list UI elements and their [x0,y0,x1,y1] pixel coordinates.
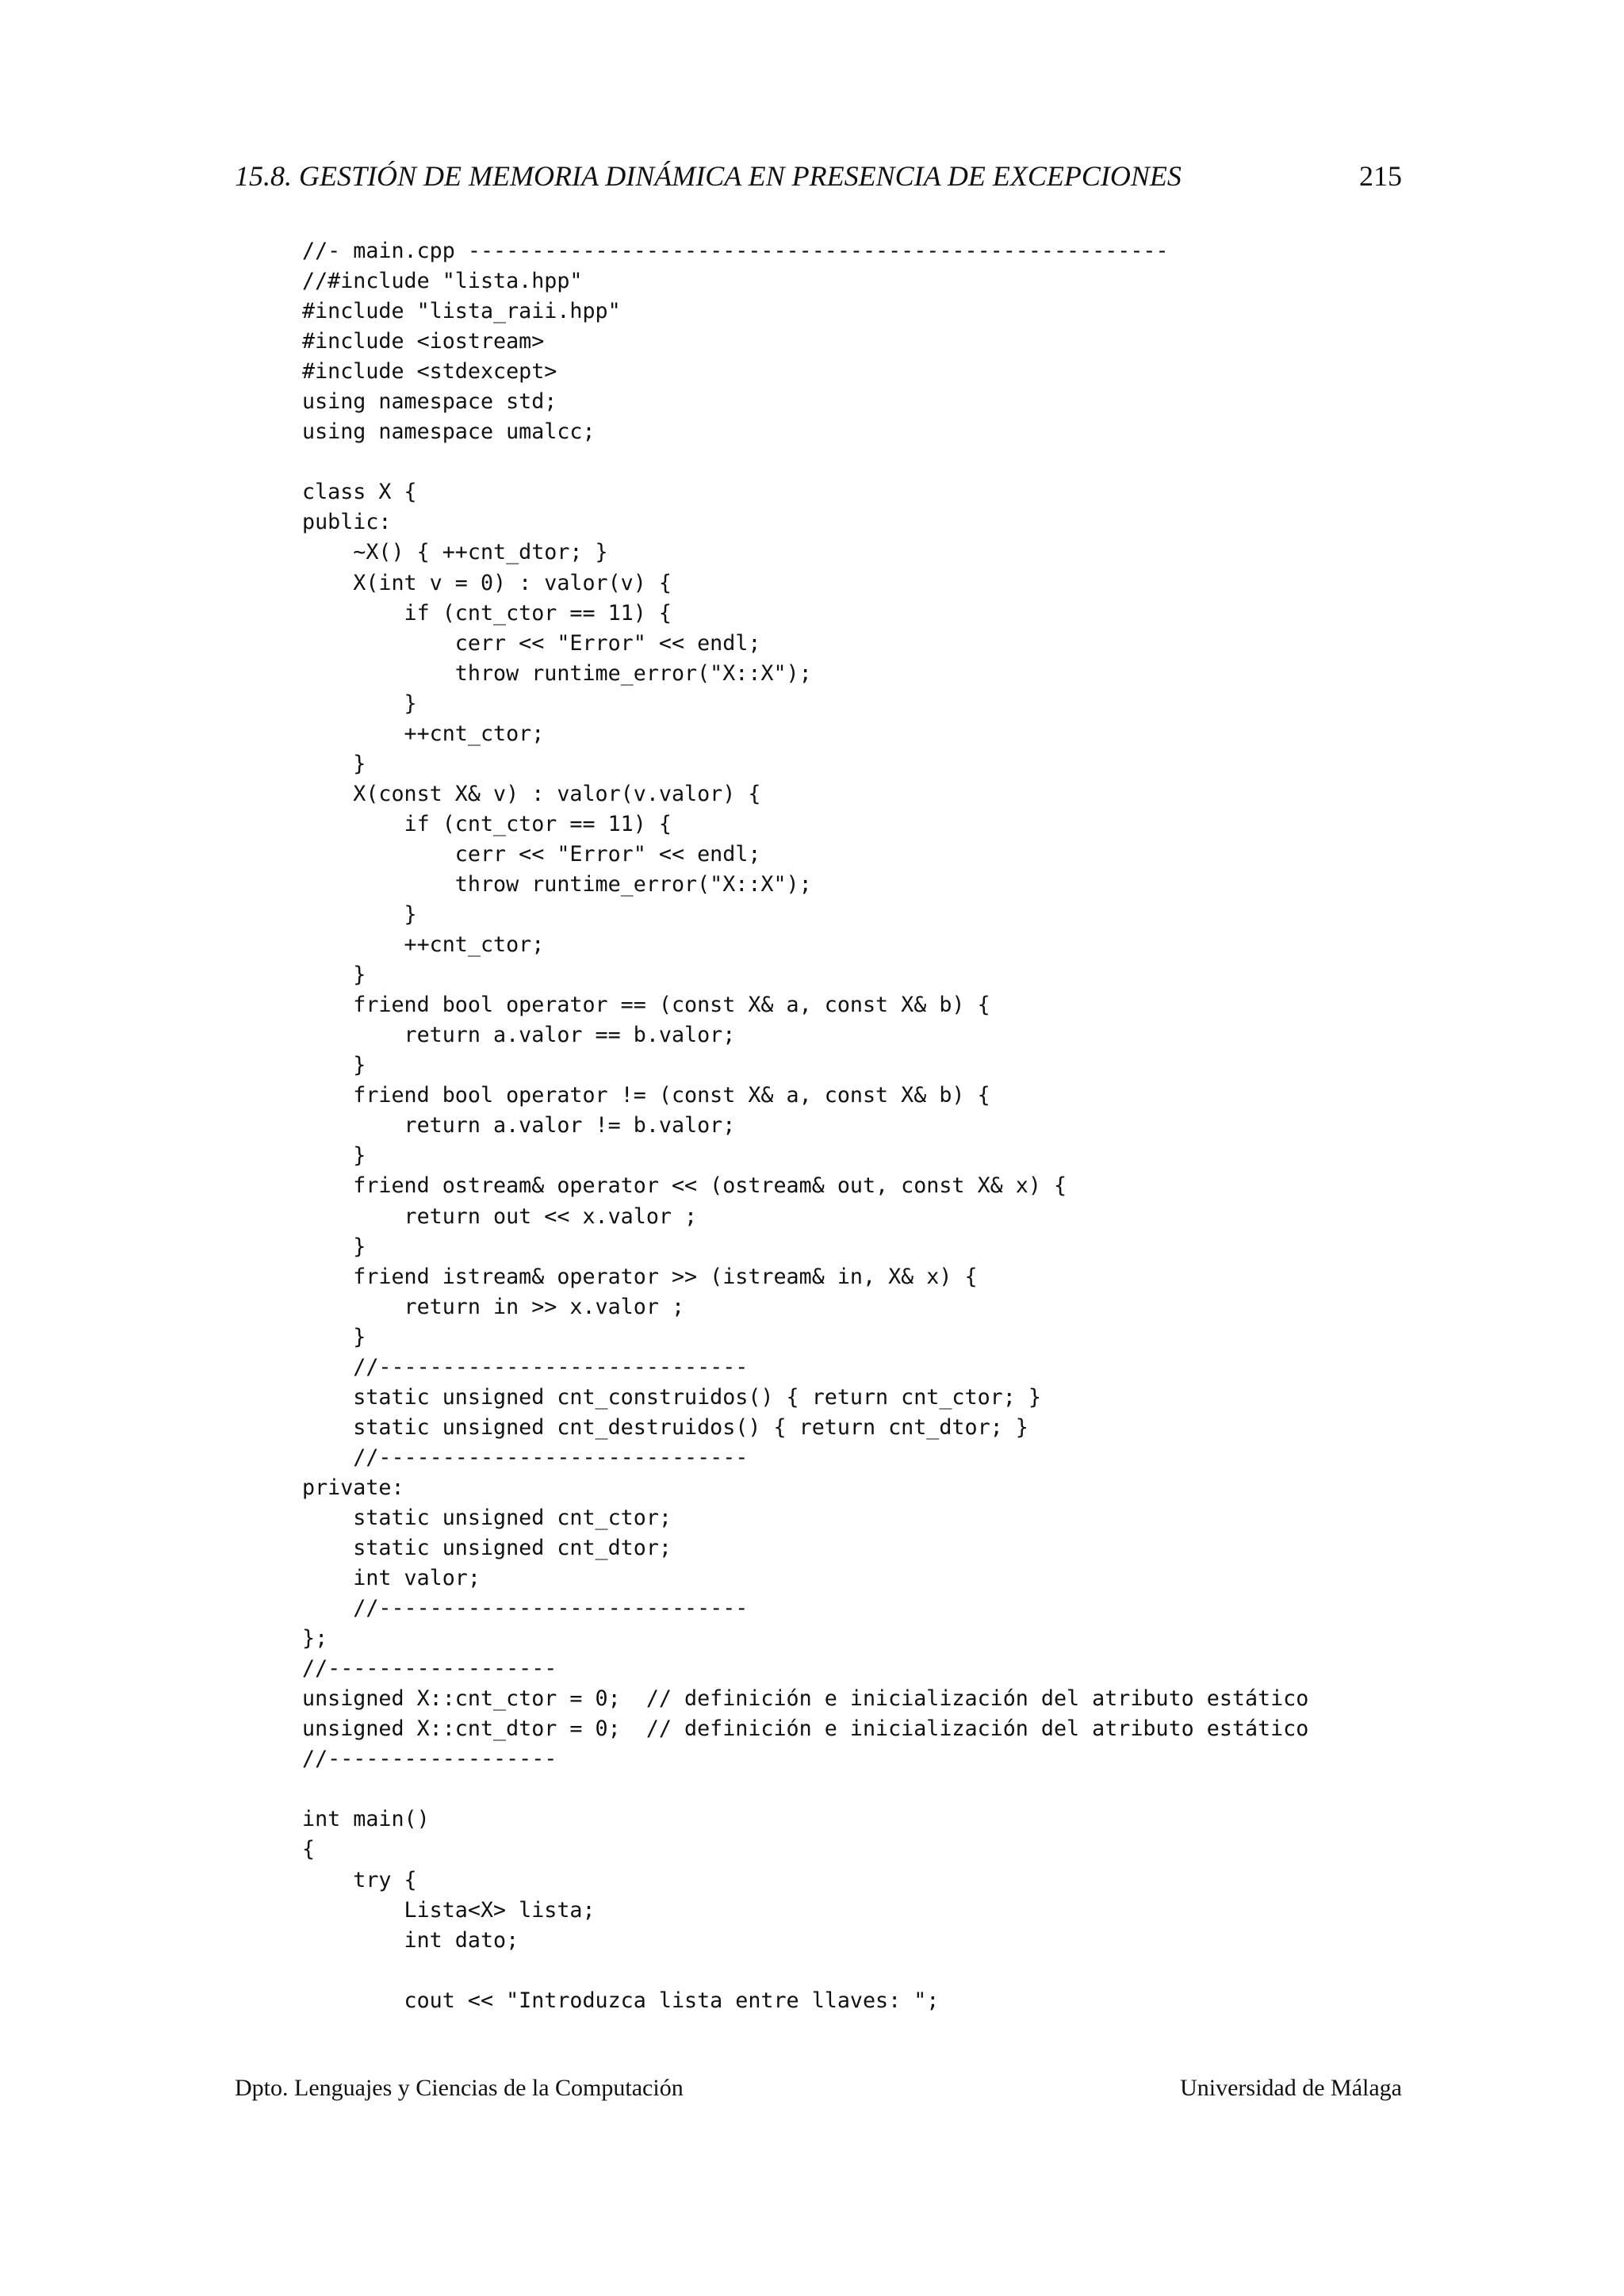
code-line [302,1774,1308,1804]
section-title: 15.8. GESTIÓN DE MEMORIA DINÁMICA EN PRESENCIA DE EXCEPCIONES [235,160,1182,192]
code-line: if (cnt_ctor == 11) { [302,600,672,626]
code-line: } [302,1234,366,1259]
code-line: //- main.cpp ------------------------------------------------------- [302,239,1169,263]
code-line: public: [302,510,392,535]
code-line: int valor; [302,1566,481,1591]
page-footer [235,2071,1402,2106]
code-line: friend istream& operator >> (istream& in, X& x) { [302,1264,978,1289]
code-line: //----------------------------- [302,1354,749,1380]
code-line: //------------------ [302,1656,557,1682]
code-line [302,1956,1308,1986]
code-line: cerr << "Error" << endl; [302,841,761,867]
code-line: return a.valor != b.valor; [302,1113,736,1138]
code-line: //----------------------------- [302,1445,749,1470]
code-line: } [302,1053,366,1078]
code-line [302,447,1308,477]
code-line: //------------------ [302,1747,557,1772]
code-line: return out << x.valor ; [302,1203,698,1229]
code-line: throw runtime_error("X::X"); [302,871,812,897]
code-line: ++cnt_ctor; [302,932,545,958]
code-line: #include <stdexcept> [302,359,557,385]
code-line: class X { [302,480,417,505]
code-line: unsigned X::cnt_dtor = 0; // definición e inicialización del atributo estático [302,1716,1309,1742]
code-line: #include "lista_raii.hpp" [302,299,621,324]
code-line: friend bool operator == (const X& a, const X& b) { [302,993,990,1018]
code-line: } [302,1324,366,1349]
code-line: private: [302,1475,404,1500]
code-line: { [302,1837,316,1862]
code-line: cerr << "Error" << endl; [302,630,761,656]
code-line: } [302,902,417,928]
code-line: throw runtime_error("X::X"); [302,660,812,686]
code-line: X(int v = 0) : valor(v) { [302,570,672,595]
code-line: ~X() { ++cnt_dtor; } [302,540,608,565]
code-line: }; [302,1626,328,1651]
code-line: //----------------------------- [302,1596,749,1621]
code-line: } [302,751,366,776]
code-line: static unsigned cnt_destruidos() { return cnt_dtor; } [302,1414,1028,1440]
code-line: using namespace umalcc; [302,419,596,445]
code-line: ++cnt_ctor; [302,721,545,746]
footer-department: Dpto. Lenguajes y Ciencias de la Computación [235,2075,684,2101]
code-line: int dato; [302,1927,519,1953]
code-line: } [302,691,417,716]
code-line: return in >> x.valor ; [302,1294,685,1319]
code-line: static unsigned cnt_ctor; [302,1505,672,1530]
code-line: try { [302,1867,417,1892]
page-header [235,155,1402,197]
code-line: static unsigned cnt_dtor; [302,1536,672,1561]
footer-university: Universidad de Málaga [1180,2075,1402,2101]
code-line: return a.valor == b.valor; [302,1023,736,1048]
code-line: #include <iostream> [302,329,545,354]
code-line: } [302,962,366,988]
code-line: using namespace std; [302,389,557,415]
code-line: friend ostream& operator << (ostream& out, const X& x) { [302,1173,1067,1199]
code-line: int main() [302,1807,430,1832]
code-line: cout << "Introduzca lista entre llaves: "; [302,1988,940,2013]
code-line: if (cnt_ctor == 11) { [302,811,672,836]
code-line: //#include "lista.hpp" [302,269,583,294]
code-listing [302,236,1308,2016]
code-line: Lista<X> lista; [302,1897,596,1923]
code-line: X(const X& v) : valor(v.valor) { [302,781,761,806]
page-number: 215 [1359,160,1402,192]
code-line: unsigned X::cnt_ctor = 0; // definición e inicialización del atributo estático [302,1686,1309,1712]
code-line: } [302,1143,366,1169]
code-line: friend bool operator != (const X& a, const X& b) { [302,1083,990,1108]
code-line: static unsigned cnt_construidos() { return cnt_ctor; } [302,1384,1041,1410]
